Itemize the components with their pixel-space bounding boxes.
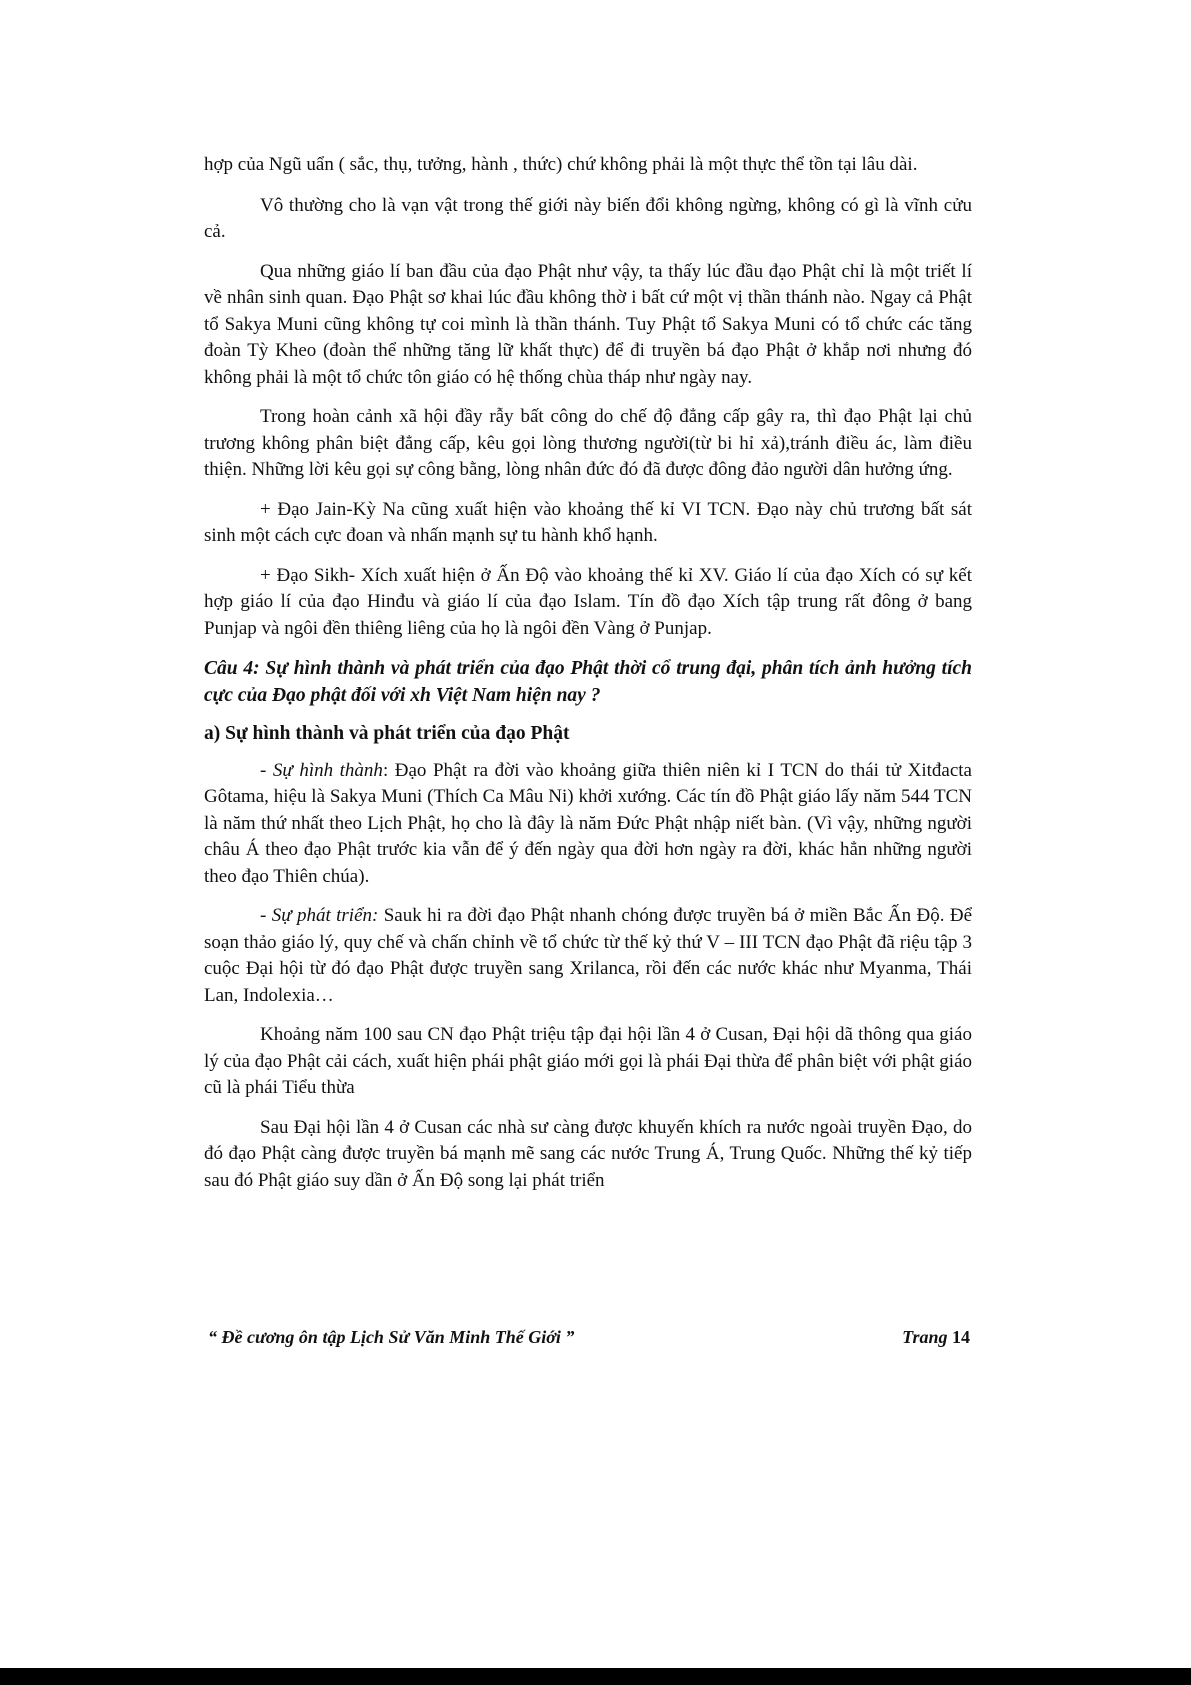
question-heading: Câu 4: Sự hình thành và phát triển của đạo Phật thời cổ trung đại, phân tích ảnh hưởng tích cực của Đạo phật đối với xh Việt Nam hiện nay ? (204, 658, 972, 706)
term-su-phat-trien: - Sự phát triển: (260, 905, 379, 926)
footer-page-label: Trang (902, 1327, 948, 1347)
paragraph-dai-hoi-lan-4: Khoảng năm 100 sau CN đạo Phật triệu tập đại hội lần 4 ở Cusan, Đại hội dã thông qua giáo lý của đạo Phật cải cách, xuất hiện phái phật giáo mới gọi là phái Đại thừa để phân biệt với phật giáo cũ là phái Tiểu thừa (204, 1024, 972, 1098)
paragraph-dao-sikh: + Đạo Sikh- Xích xuất hiện ở Ấn Độ vào khoảng thế kỉ XV. Giáo lí của đạo Xích có sự kết hợp giáo lí của đạo Hinđu và giáo lí của đạo Islam. Tín đồ đạo Xích tập trung rất đông ở bang Punjap và ngôi đền thiêng liêng của họ là ngôi đền Vàng ở Punjap. (204, 564, 972, 639)
footer-title: “ Đề cương ôn tập Lịch Sử Văn Minh Thế Giới ” (208, 1327, 575, 1347)
paragraph-su-hinh-thanh (204, 758, 972, 891)
paragraph-su-hinh-thanh-text: : Đạo Phật ra đời vào khoảng giữa thiên niên kỉ I TCN do thái tử Xitđacta Gôtama, hiệu là Sakya Muni (Thích Ca Mâu Ni) khởi xướng. Các tín đồ Phật giáo lấy năm 544 TCN là năm thứ nhất theo Lịch Phật, họ cho là đây là năm Đức Phật nhập niết bàn. (Vì vậy, những người châu Á theo đạo Phật trước kia vẫn để ý đến ngày qua đời hơn ngày ra đời, khác hẳn những người theo đạo Thiên chúa). (204, 759, 972, 887)
section-heading-a: a) Sự hình thành và phát triển của đạo Phật (204, 723, 570, 744)
paragraph-ngu-uan: hợp của Ngũ uẩn ( sắc, thụ, tưởng, hành , thức) chứ không phải là một thực thể tồn tại lâu dài. (204, 154, 918, 175)
paragraph-dao-jain: + Đạo Jain-Kỳ Na cũng xuất hiện vào khoảng thế kỉ VI TCN. Đạo này chủ trương bất sát sinh một cách cực đoan và nhấn mạnh sự tu hành khổ hạnh. (204, 498, 972, 546)
term-su-hinh-thanh: - Sự hình thành (260, 759, 383, 781)
paragraph-vo-thuong: Vô thường cho là vạn vật trong thế giới này biến đổi không ngừng, không có gì là vĩnh cửu cả. (204, 194, 972, 242)
page-content (204, 152, 972, 1207)
paragraph-su-phat-trien (204, 903, 972, 1009)
paragraph-su-phat-trien-text: Sauk hi ra đời đạo Phật nhanh chóng được truyền bá ở miền Bắc Ấn Độ. Để soạn thảo giáo lý, quy chế và chấn chỉnh về tổ chức từ thế kỷ thứ V – III TCN đạo Phật đã riệu tập 3 cuộc Đại hội từ đó đạo Phật được truyền sang Xrilanca, rồi đến các nước khác như Myanma, Thái Lan, Indolexia… (204, 905, 972, 1006)
paragraph-hoan-canh-xa-hoi: Trong hoàn cảnh xã hội đầy rẫy bất công do chế độ đẳng cấp gây ra, thì đạo Phật lại chủ trương không phân biệt đẳng cấp, kêu gọi lòng thương người(từ bi hỉ xả),tránh điều ác, làm điều thiện. Những lời kêu gọi sự công bằng, lòng nhân đức đó đã được đông đảo người dân hưởng ứng. (204, 406, 972, 480)
footer-page-indicator (902, 1327, 970, 1348)
paragraph-sau-dai-hoi: Sau Đại hội lần 4 ở Cusan các nhà sư càng được khuyến khích ra nước ngoài truyền Đạo, do đó đạo Phật càng được truyền bá mạnh mẽ sang các nước Trung Á, Trung Quốc. Những thế kỷ tiếp sau đó Phật giáo suy dần ở Ấn Độ song lại phát triển (204, 1116, 972, 1191)
paragraph-giao-li-ban-dau: Qua những giáo lí ban đầu của đạo Phật như vậy, ta thấy lúc đầu đạo Phật chỉ là một triết lí về nhân sinh quan. Đạo Phật sơ khai lúc đầu không thờ i bất cứ một vị thần thánh nào. Ngay cả Phật tổ Sakya Muni cũng không tự coi mình là thần thánh. Tuy Phật tổ Sakya Muni có tổ chức các tăng đoàn Tỳ Kheo (đoàn thể những tăng lữ khất thực) để đi truyền bá đạo Phật ở khắp nơi nhưng đó không phải là một tổ chức tôn giáo có hệ thống chùa tháp như ngày nay. (204, 260, 972, 388)
scan-bottom-edge (0, 1668, 1191, 1685)
footer-page-number: 14 (952, 1327, 970, 1347)
